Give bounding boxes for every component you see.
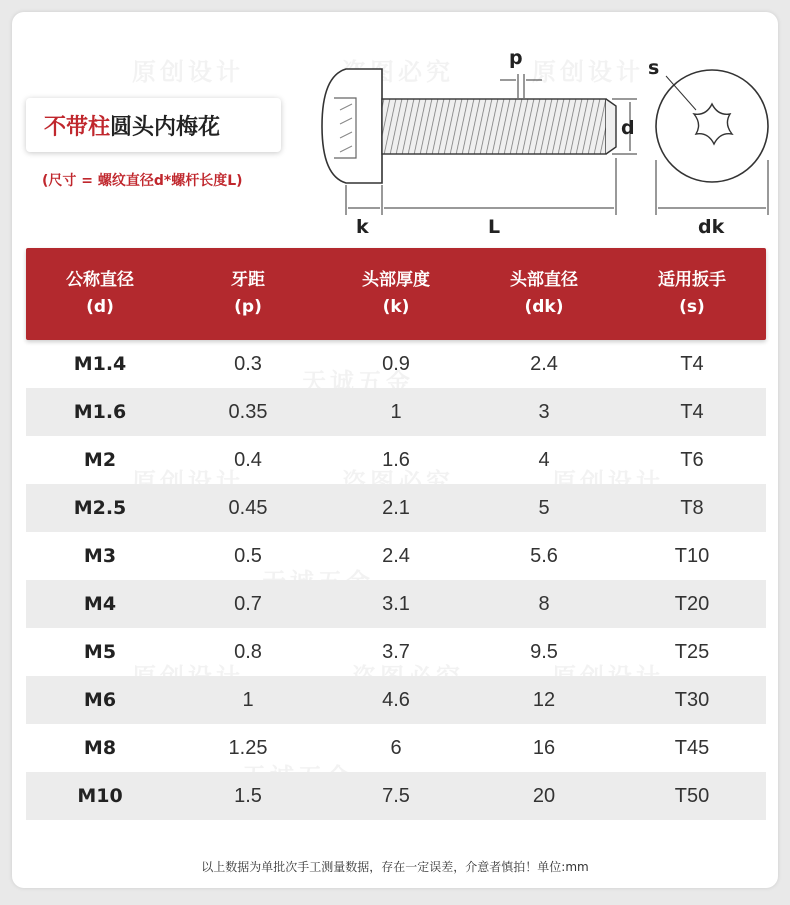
table-cell: 9.5 (530, 640, 558, 663)
table-cell: 1 (390, 400, 402, 423)
table-cell: 0.8 (234, 640, 262, 663)
table-cell: T25 (674, 640, 710, 663)
table-cell: M1.4 (73, 353, 127, 375)
dk-label: dk (698, 216, 725, 238)
screw-shank (382, 99, 606, 154)
table-row (26, 772, 766, 820)
watermark: 原创设计 (132, 468, 244, 496)
watermark: 盗图必究 (342, 58, 454, 86)
table-cell: 0.5 (234, 544, 262, 567)
column-header-name: 牙距 (231, 270, 265, 290)
table-cell: T8 (680, 496, 704, 519)
table-cell: M8 (83, 737, 117, 759)
table-cell: M5 (83, 641, 117, 663)
table-cell: 0.3 (234, 352, 262, 375)
column-header-symbol: (s) (679, 297, 705, 317)
table-cell: M10 (77, 785, 123, 807)
column-header-symbol: (k) (382, 297, 410, 317)
table-cell: T30 (674, 688, 710, 711)
column-header-name: 头部直径 (510, 270, 578, 290)
column-header (174, 248, 322, 340)
table-cell: 3.1 (382, 592, 410, 615)
table-cell: 2.1 (382, 496, 410, 519)
table-cell: 3 (538, 400, 550, 423)
table-row (26, 388, 766, 436)
column-header (618, 248, 766, 340)
table-cell: T10 (674, 544, 710, 567)
column-header (470, 248, 618, 340)
table-cell: T20 (674, 592, 710, 615)
k-label: k (356, 216, 369, 238)
watermark: 原创设计 (132, 58, 244, 86)
watermark: 天诚五金 (302, 368, 414, 396)
table-header (26, 248, 766, 340)
screw-diagram (312, 40, 778, 240)
table-cell: 0.7 (234, 592, 262, 615)
table-cell: 1.5 (234, 784, 262, 807)
column-header-name: 头部厚度 (362, 270, 430, 290)
table-cell: T4 (680, 352, 704, 375)
table-cell: M2.5 (73, 497, 127, 519)
column-header-symbol: (p) (234, 297, 262, 317)
table-cell: 1.6 (382, 448, 410, 471)
table-cell: 5.6 (530, 544, 558, 567)
table-row (26, 340, 766, 388)
table-row (26, 628, 766, 676)
table-row (26, 676, 766, 724)
table-row (26, 532, 766, 580)
screw-head (322, 69, 382, 183)
table-cell: 3.7 (382, 640, 410, 663)
table-cell: M4 (83, 593, 117, 615)
column-header-name: 公称直径 (66, 270, 134, 290)
table-cell: 12 (532, 688, 556, 711)
table-cell: 4.6 (382, 688, 410, 711)
table-cell: M1.6 (73, 401, 127, 423)
table-row (26, 436, 766, 484)
table-cell: 5 (538, 496, 550, 519)
p-label: p (509, 47, 523, 69)
table-body (26, 340, 766, 820)
watermark: 原创设计 (552, 468, 664, 496)
table-cell: 1.25 (228, 736, 268, 759)
table-cell: T45 (674, 736, 710, 759)
title-highlight: 不带柱 (44, 114, 111, 140)
spec-table (26, 248, 766, 820)
table-cell: M2 (83, 449, 117, 471)
column-header-name: 适用扳手 (658, 270, 726, 290)
column-header-symbol: (dk) (524, 297, 564, 317)
watermark: 盗图必究 (342, 468, 454, 496)
table-cell: 6 (390, 736, 402, 759)
table-cell: 1 (242, 688, 254, 711)
footer-note: 以上数据为单批次手工测量数据，存在一定误差，介意者慎拍！单位:mm (201, 860, 589, 874)
s-label: s (648, 57, 660, 79)
d-label: d (621, 117, 635, 139)
table-cell: 8 (538, 592, 550, 615)
table-cell: M3 (83, 545, 117, 567)
watermark: 原创设计 (532, 58, 644, 86)
table-cell: T4 (680, 400, 704, 423)
title-main: 圆头内梅花 (110, 114, 221, 140)
table-cell: 4 (538, 448, 550, 471)
column-header (26, 248, 174, 340)
column-header (322, 248, 470, 340)
table-cell: T50 (674, 784, 710, 807)
table-cell: 20 (532, 784, 556, 807)
table-cell: T6 (680, 448, 704, 471)
table-cell: 2.4 (382, 544, 410, 567)
spec-card (12, 12, 778, 888)
table-row (26, 580, 766, 628)
table-row (26, 724, 766, 772)
product-title (26, 98, 281, 152)
table-cell: 0.9 (382, 352, 410, 375)
table-cell: 0.45 (228, 496, 268, 519)
table-cell: 7.5 (382, 784, 410, 807)
table-cell: 0.4 (234, 448, 262, 471)
table-cell: 16 (532, 736, 556, 759)
column-header-symbol: (d) (86, 297, 114, 317)
table-cell: 0.35 (228, 400, 268, 423)
table-cell: 2.4 (530, 352, 558, 375)
size-note: (尺寸 = 螺纹直径d*螺杆长度L) (42, 173, 243, 189)
table-row (26, 484, 766, 532)
L-label: L (488, 216, 501, 238)
table-cell: M6 (83, 689, 117, 711)
